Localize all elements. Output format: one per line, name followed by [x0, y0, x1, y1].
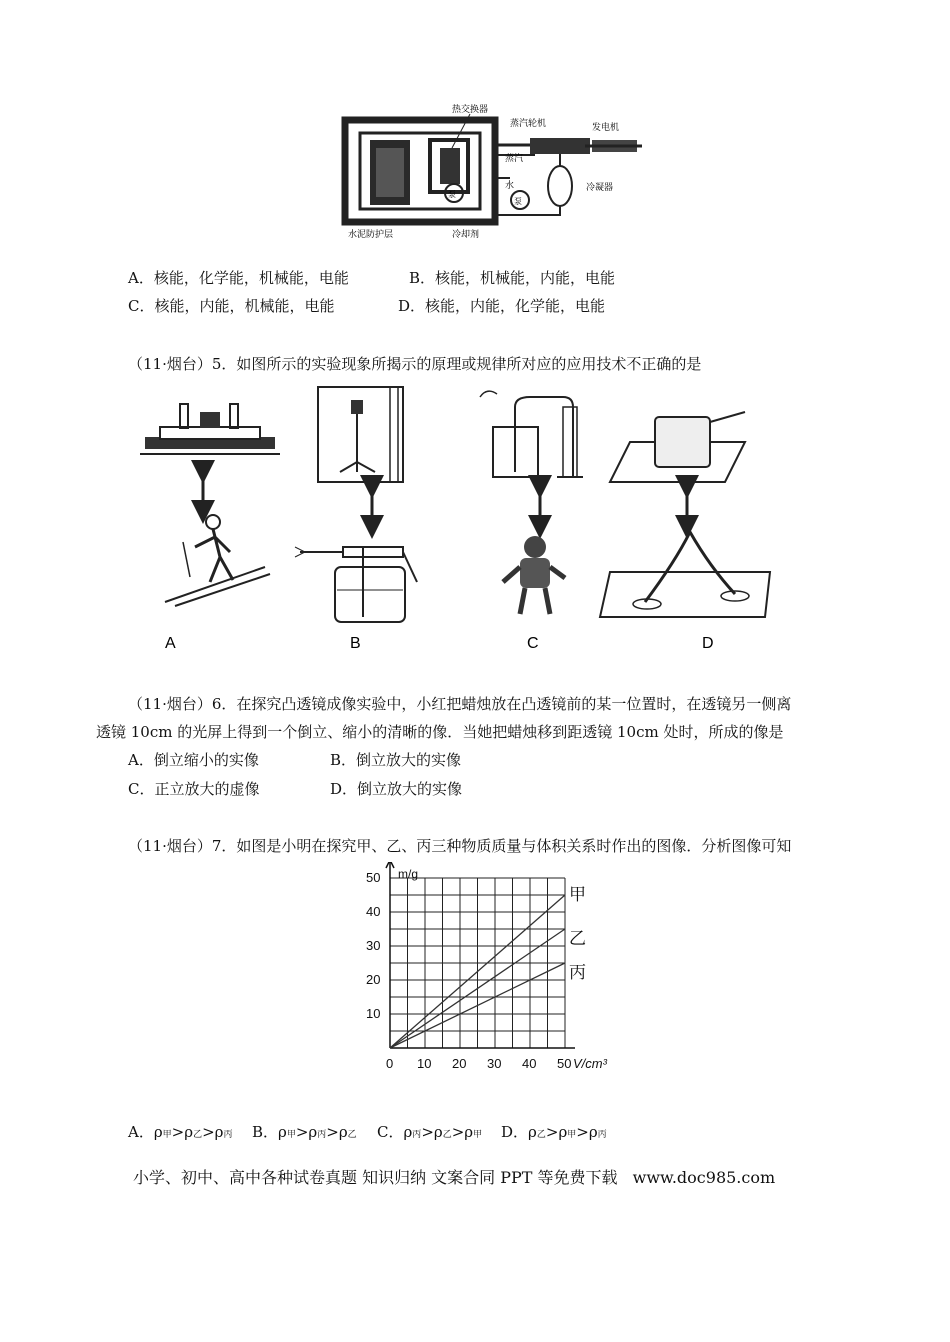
q7-a-m1: >ρ [171, 1123, 194, 1141]
diagram-label-condenser: 冷凝器 [586, 182, 614, 192]
series-label: 甲 [569, 885, 586, 904]
diagram-label-heat-exchanger: 热交换器 [452, 104, 489, 114]
q7-c-m1: >ρ [421, 1123, 443, 1141]
q4-option-d: D．核能，内能，化学能，电能 [398, 297, 606, 315]
q7-a-m2: >ρ [202, 1123, 224, 1141]
q5-label-d: D [702, 635, 714, 652]
q5-label-b: B [350, 635, 361, 652]
q7-d-s2: 甲 [567, 1130, 577, 1140]
q7-a-pre: A．ρ [128, 1123, 163, 1141]
q7-c-pre: C．ρ [377, 1123, 413, 1141]
q5-figure [135, 382, 785, 662]
q7-stem: （11·烟台）7．如图是小明在探究甲、乙、丙三种物质质量与体积关系时作出的图像．分析图像可知 [128, 837, 792, 855]
footer-text: 小学、初中、高中各种试卷真题 知识归纳 文案合同 PPT 等免费下载 [133, 1168, 618, 1187]
figure-c-top [480, 391, 583, 477]
nuclear-plant-diagram [330, 100, 650, 250]
diagram-label-steam-turbine: 蒸汽轮机 [510, 118, 547, 128]
diagram-label-pump1: 泵 [448, 190, 456, 199]
q5-label-c: C [527, 635, 539, 652]
figure-d-top [610, 412, 745, 482]
x-tick-label: 0 [386, 1056, 394, 1071]
q7-option-c [377, 1122, 482, 1145]
y-axis-label: m/g [398, 867, 419, 881]
series-label: 乙 [569, 929, 586, 948]
q5-label-a: A [165, 635, 176, 652]
figure-b-top [318, 387, 403, 482]
q6-line1: （11·烟台）6．在探究凸透镜成像实验中，小红把蜡烛放在凸透镜前的某一位置时，在透镜另一侧离 [128, 695, 792, 713]
q7-option-d [501, 1122, 607, 1145]
diagram-label-pump2: 泵 [514, 197, 522, 206]
density-chart [360, 862, 630, 1074]
q7-c-s3: 甲 [473, 1130, 483, 1140]
diagram-label-coolant: 冷却剂 [452, 229, 480, 239]
q6-option-c: C．正立放大的虚像 [128, 780, 260, 798]
diagram-label-generator: 发电机 [592, 122, 620, 132]
figure-c-diver [503, 536, 565, 614]
q6-option-a: A．倒立缩小的实像 [128, 751, 259, 769]
q7-c-m2: >ρ [451, 1123, 474, 1141]
series-label: 丙 [569, 963, 586, 982]
q7-b-m1: >ρ [295, 1123, 318, 1141]
y-tick-label: 50 [366, 870, 381, 885]
x-tick-label: 20 [452, 1056, 467, 1071]
q7-b-s3: 乙 [347, 1130, 357, 1140]
x-tick-label: 40 [522, 1056, 537, 1071]
y-tick-label: 20 [366, 972, 381, 987]
q7-d-m2: >ρ [576, 1123, 598, 1141]
q4-option-a: A．核能，化学能，机械能，电能 [128, 269, 349, 287]
footer [133, 1168, 775, 1188]
x-tick-label: 10 [417, 1056, 432, 1071]
q7-b-s2: 丙 [317, 1130, 327, 1140]
q7-option-b [252, 1122, 357, 1145]
figure-b-sprayer [295, 547, 417, 622]
footer-url[interactable]: www.doc985.com [632, 1168, 776, 1187]
x-tick-label: 50 [557, 1056, 572, 1071]
q7-c-s1: 丙 [412, 1130, 422, 1140]
y-tick-label: 10 [366, 1006, 381, 1021]
q7-b-m2: >ρ [326, 1123, 348, 1141]
q7-d-s1: 乙 [536, 1130, 546, 1140]
q7-d-s3: 丙 [597, 1130, 607, 1140]
figure-a-skier [165, 515, 270, 606]
q7-a-s2: 乙 [193, 1130, 203, 1140]
q7-a-s1: 甲 [162, 1130, 172, 1140]
q7-a-s3: 丙 [223, 1130, 233, 1140]
q5-stem: （11·烟台）5．如图所示的实验现象所揭示的原理或规律所对应的应用技术不正确的是 [128, 355, 702, 373]
q4-option-b: B．核能，机械能，内能，电能 [409, 269, 616, 287]
q7-c-s2: 乙 [442, 1130, 452, 1140]
diagram-label-steam: 蒸汽 [505, 153, 524, 163]
q7-d-pre: D．ρ [501, 1123, 537, 1141]
q4-option-c: C．核能，内能，机械能，电能 [128, 297, 335, 315]
y-tick-label: 30 [366, 938, 381, 953]
q6-option-d: D．倒立放大的实像 [330, 780, 463, 798]
x-tick-label: 30 [487, 1056, 502, 1071]
q6-line2: 透镜 10cm 的光屏上得到一个倒立、缩小的清晰的像．当她把蜡烛移到距透镜 10cm 处时，所成的像是 [96, 723, 784, 741]
q7-d-m1: >ρ [545, 1123, 568, 1141]
figure-d-bottom [600, 532, 770, 617]
q7-b-s1: 甲 [286, 1130, 296, 1140]
diagram-label-water: 水 [505, 180, 515, 190]
q7-b-pre: B．ρ [252, 1123, 287, 1141]
y-tick-label: 40 [366, 904, 381, 919]
x-axis-label: V/cm³ [573, 1056, 607, 1071]
figure-a-top [140, 404, 280, 454]
q7-option-a [128, 1122, 232, 1145]
q6-option-b: B．倒立放大的实像 [330, 751, 462, 769]
diagram-label-cement: 水泥防护层 [348, 229, 394, 239]
